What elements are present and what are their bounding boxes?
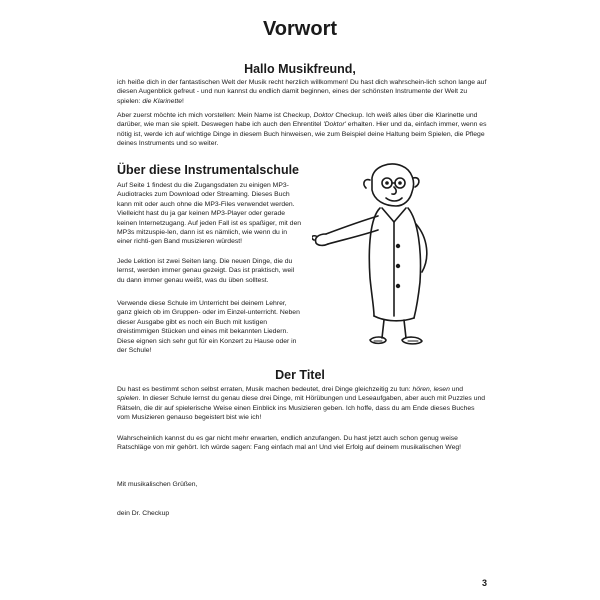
intro-text-end: !	[182, 97, 184, 105]
title-text: Du hast es bestimmt schon selbst erraten, Musik machen bedeutet, drei Dinge gleichzeitig zu tun:	[117, 386, 413, 393]
intro-emphasis: die Klarinette	[142, 97, 183, 105]
introduction-text-end: erhalten. Hier und da, einfach immer, wenn es nötig ist, werde ich auf wichtige Dinge in diesem Buch hinweisen, wie zum Beispiel deine Haltung beim Spielen, die Pflege deines Instruments und so weiter.	[117, 121, 487, 148]
title-paragraph-2: Wahrscheinlich kannst du es gar nicht mehr erwarten, endlich anzufangen. Du hast jetzt auch schon genug weise Ratschläge von mir gehört. Ich würde sagen: Fang einfach mal an! Und viel Erfolg auf deinem musikalischen Weg!	[117, 435, 462, 452]
title-text-end: . In dieser Schule lernst du genau diese drei Dinge, mit Hörübungen und Leseaufgaben, aber auch mit Puzzles und Rätseln, die dir auf spielerische Weise einen Einblick ins Musizieren geben. Ich hoffe, dass du am Ende dieses Buches vom Musizieren genauso begeistert bist wie ich!	[117, 395, 486, 422]
page-number: 3	[481, 578, 487, 588]
closing-line: Mit musikalischen Grüßen,	[117, 481, 198, 488]
title-text-and: und	[449, 386, 464, 393]
introduction-paragraph	[117, 111, 487, 149]
introduction-emphasis-title: 'Doktor'	[323, 121, 346, 129]
introduction-emphasis-doktor: Doktor	[313, 112, 334, 119]
signature: dein Dr. Checkup	[117, 510, 170, 517]
intro-paragraph	[117, 78, 487, 106]
introduction-text: Aber zuerst möchte ich mich vorstellen: Mein Name ist Checkup,	[117, 112, 314, 119]
about-paragraph-2: Jede Lektion ist zwei Seiten lang. Die neuen Dinge, die du lernst, werden immer genau gezeigt. Das ist praktisch, weil du dann immer genau weißt, was du üben solltest.	[117, 258, 295, 284]
about-paragraph-3: Verwende diese Schule im Unterricht bei deinem Lehrer, ganz gleich ob im Gruppen- oder im Einzel-unterricht. Neben dieser Ausgabe gibt es noch ein Buch mit lustigen dreistimmigen Stücken und eines mit bekannten Liedern. Diese eignen sich sehr gut für ein Konzert zu Hause oder in der Schule!	[117, 300, 300, 355]
page-title: Vorwort	[262, 18, 338, 40]
intro-text: ich heiße dich in der fantastischen Welt der Musik recht herzlich willkommen! Du hast dich wahrschein-lich schon lange auf diesen Augenblick gefreut - und nun kannst du endlich damit beginnen, eines der schönsten Instrumente der Welt zu spielen:	[117, 79, 487, 105]
heading-title-section: Der Titel	[275, 368, 325, 382]
doctor-checkup-illustration	[312, 158, 462, 354]
heading-about-school: Über diese Instrumentalschule	[117, 163, 300, 177]
title-emphasis-hear-read: hören, lesen	[412, 386, 450, 393]
heading-greeting: Hallo Musikfreund,	[244, 62, 356, 76]
title-paragraph-1	[117, 385, 487, 423]
title-emphasis-play: spielen	[117, 395, 139, 403]
introduction-text-mid: Checkup. Ich weiß alles über die Klarinette und darüber, wie man sie spielt. Deswegen habe ich auch den Ehrentitel	[117, 112, 478, 129]
about-paragraph-1: Auf Seite 1 findest du die Zugangsdaten zu einigen MP3-Audiotracks zum Download oder Streaming. Dieses Buch kann mit oder auch ohne die MP3-Files verwendet werden. Vielleicht hast du ja gar keinen MP3-Player oder gerade keinen Internetzugang. Auf jeden Fall ist es spaßiger, mit den MP3s mitzuspie-len, dann ist es nämlich, wie wenn du in einer richti-gen Band musizieren würdest!	[117, 182, 302, 246]
